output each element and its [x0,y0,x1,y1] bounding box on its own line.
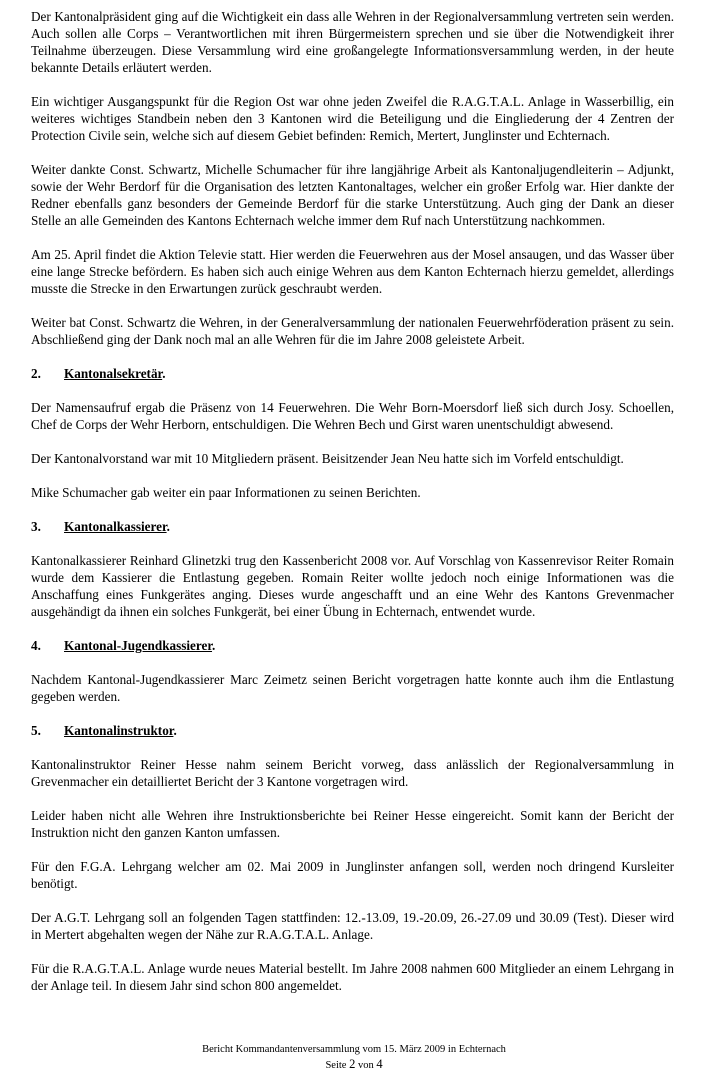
paragraph: Der A.G.T. Lehrgang soll an folgenden Tagen stattfinden: 12.-13.09, 19.-20.09, 26.-27.09 und 30.09 (Test). Dieser wird in Mertert abgehalten wegen der Nähe zur R.A.G.T.A.L. Anlage. [31,910,674,942]
page-current: 2 [349,1057,356,1071]
section-title: Kantonalkassierer [64,519,167,534]
section-number: 5. [31,723,41,738]
paragraph: Für den F.G.A. Lehrgang welcher am 02. Mai 2009 in Junglinster anfangen soll, werden noch dringend Kursleiter benötigt. [31,859,674,891]
section-number: 4. [31,638,41,653]
section-title: Kantonalinstruktor [64,723,174,738]
section-title-suffix: . [166,519,170,534]
section-title-suffix: . [212,638,216,653]
page-prefix: Seite [325,1060,347,1071]
section-title-suffix: . [162,366,166,381]
section-title: Kantonalsekretär [64,366,163,381]
paragraph: Am 25. April findet die Aktion Televie statt. Hier werden die Feuerwehren aus der Mosel ansaugen, und das Wasser über eine lange Strecke befördern. Es haben sich auch einige Wehren aus dem Kanton Echternach hierzu gemeldet, allerdings musste die Strecke in den Erwartungen zurück geschraubt werden. [31,247,674,296]
paragraph: Kantonalkassierer Reinhard Glinetzki trug den Kassenbericht 2008 vor. Auf Vorschlag von Kassenrevisor Reiter Romain wurde dem Kassierer die Entlastung gegeben. Romain Reiter wollte jedoch noch einige Informationen was die Anschaffung eines Funkgerätes anging. Dieses wurde angeschafft und an eine Wehr des Kantons Grevenmacher ausgehändigt da ihnen ein solches Funkgerät, bei einer Übung in Echternach, entwendet wurde. [31,553,674,619]
paragraph: Weiter bat Const. Schwartz die Wehren, in der Generalversammlung der nationalen Feuerwehrföderation präsent zu sein. Abschließend ging der Dank noch mal an alle Wehren für die im Jahre 2008 geleistete Arbeit. [31,315,674,347]
section-title: Kantonal-Jugendkassierer [64,638,213,653]
paragraph: Für die R.A.G.T.A.L. Anlage wurde neues Material bestellt. Im Jahre 2008 nahmen 600 Mitglieder an einem Lehrgang in der Anlage teil. In diesem Jahr sind schon 800 angemeldet. [31,961,674,993]
document-body [31,8,674,994]
footer-title: Bericht Kommandantenversammlung vom 15. März 2009 in Echternach [202,1044,506,1055]
paragraph: Leider haben nicht alle Wehren ihre Instruktionsberichte bei Reiner Hesse eingereicht. Somit kann der Bericht der Instruktion nicht den ganzen Kanton umfassen. [31,808,674,840]
page-footer [0,1043,708,1073]
section-heading-kantonalsekretaer [31,365,674,382]
paragraph: Mike Schumacher gab weiter ein paar Informationen zu seinen Berichten. [31,485,421,500]
section-heading-kantonal-jugendkassierer [31,637,674,654]
paragraph: Nachdem Kantonal-Jugendkassierer Marc Zeimetz seinen Bericht vorgetragen hatte konnte auch ihm die Entlastung gegeben werden. [31,672,674,704]
section-title-suffix: . [173,723,177,738]
paragraph: Weiter dankte Const. Schwartz, Michelle Schumacher für ihre langjährige Arbeit als Kantonaljugendleiterin – Adjunkt, sowie der Wehr Berdorf für die Organisation des letzten Kantonaltages, welcher ein großer Erfolg war. Hier dankte der Redner ebenfalls ganz besonders der Gemeinde Berdorf für die starke Unterstützung. Auch ging der Dank an dieser Stelle an alle Gemeinden des Kantons Echternach welche immer dem Ruf nach Unterstützung nachkommen. [31,162,674,228]
paragraph: Kantonalinstruktor Reiner Hesse nahm seinem Bericht vorweg, dass anlässlich der Regionalversammlung in Grevenmacher ein detailliertet Bericht der 3 Kantone vorgetragen wird. [31,757,674,789]
page-number-line [0,1057,708,1073]
page-total: 4 [376,1057,383,1071]
paragraph: Ein wichtiger Ausgangspunkt für die Region Ost war ohne jeden Zweifel die R.A.G.T.A.L. Anlage in Wasserbillig, ein weiteres wichtiges Standbein neben den 3 Kantonen wird die Beteiligung und die Eingliederung der 4 Zentren der Protection Civile sein, welche sich auf diesem Gebiet befinden: Remich, Mertert, Junglinster und Echternach. [31,94,674,143]
section-heading-kantonalkassierer [31,518,674,535]
section-number: 3. [31,519,41,534]
paragraph: Der Kantonalpräsident ging auf die Wichtigkeit ein dass alle Wehren in der Regionalversammlung vertreten sein werden. Auch sollen alle Corps – Verantwortlichen mit ihren Bürgermeistern sprechen und sie über die Notwendigkeit ihrer Teilnahme überzeugen. Diese Versammlung wird eine großangelegte Informationsversammlung werden, in der heute bekannte Details erläutert werden. [31,9,674,75]
paragraph: Der Kantonalvorstand war mit 10 Mitgliedern präsent. Beisitzender Jean Neu hatte sich im Vorfeld entschuldigt. [31,451,624,466]
page-separator: von [357,1060,374,1071]
section-heading-kantonalinstruktor [31,722,674,739]
paragraph: Der Namensaufruf ergab die Präsenz von 14 Feuerwehren. Die Wehr Born-Moersdorf ließ sich durch Josy. Schoellen, Chef de Corps der Wehr Herborn, entschuldigen. Die Wehren Bech und Girst waren unentschuldigt abwesend. [31,400,674,432]
section-number: 2. [31,366,41,381]
